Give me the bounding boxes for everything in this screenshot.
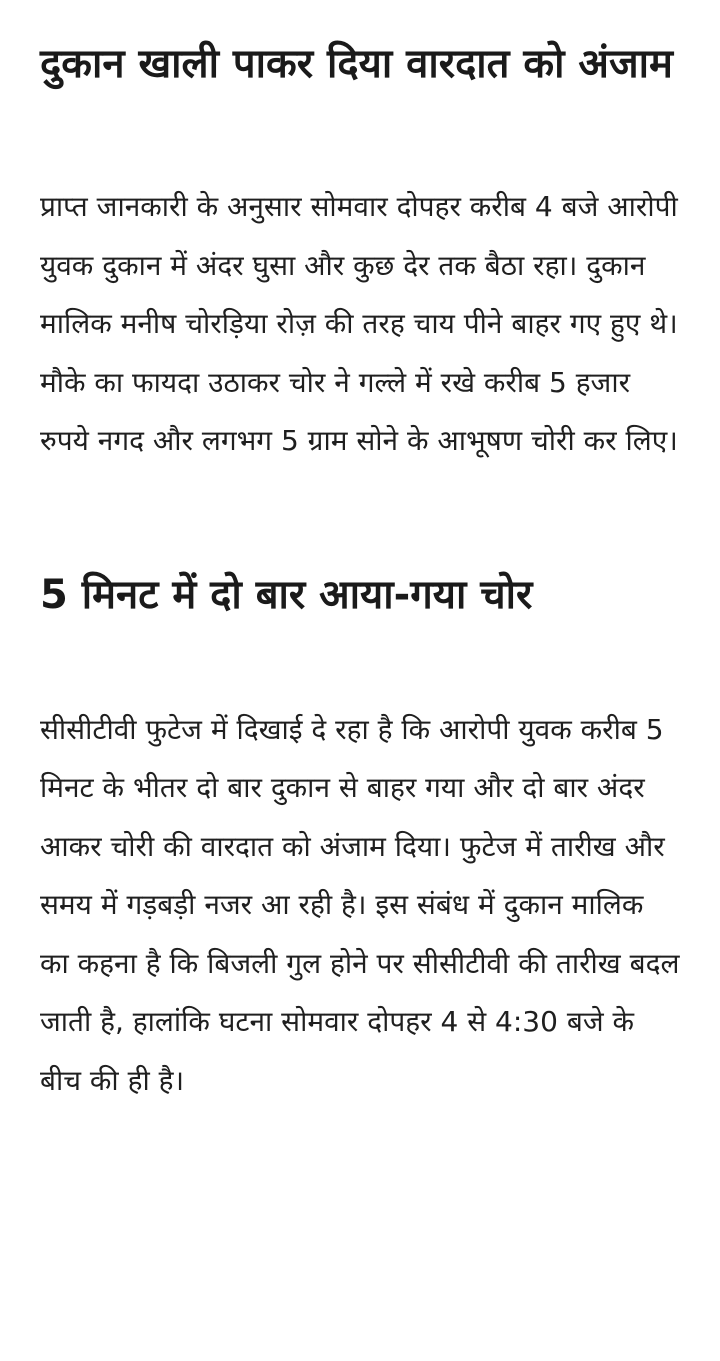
section-paragraph: प्राप्त जानकारी के अनुसार सोमवार दोपहर करीब 4 बजे आरोपी युवक दुकान में अंदर घुसा और कुछ देर तक बैठा रहा। दुकान मालिक मनीष चोरड़िया रोज़ की तरह चाय पीने बाहर गए हुए थे। मौके का फायदा उठाकर चोर ने गल्ले में रखे करीब 5 हजार रुपये नगद और लगभग 5 ग्राम सोने के आभूषण चोरी कर लिए। [40,190,678,457]
section-heading: दुकान खाली पाकर दिया वारदात को अंजाम [40,41,673,87]
section-paragraph: सीसीटीवी फुटेज में दिखाई दे रहा है कि आरोपी युवक करीब 5 मिनट के भीतर दो बार दुकान से बाहर गया और दो बार अंदर आकर चोरी की वारदात को अंजाम दिया। फुटेज में तारीख और समय में गड़बड़ी नजर आ रही है। इस संबंध में दुकान मालिक का कहना है कि बिजली गुल होने पर सीसीटीवी की तारीख बदल जाती है, हालांकि घटना सोमवार दोपहर 4 से 4:30 बजे के बीच की ही है। [40,712,680,1097]
section-heading: 5 मिनट में दो बार आया-गया चोर [40,571,533,618]
